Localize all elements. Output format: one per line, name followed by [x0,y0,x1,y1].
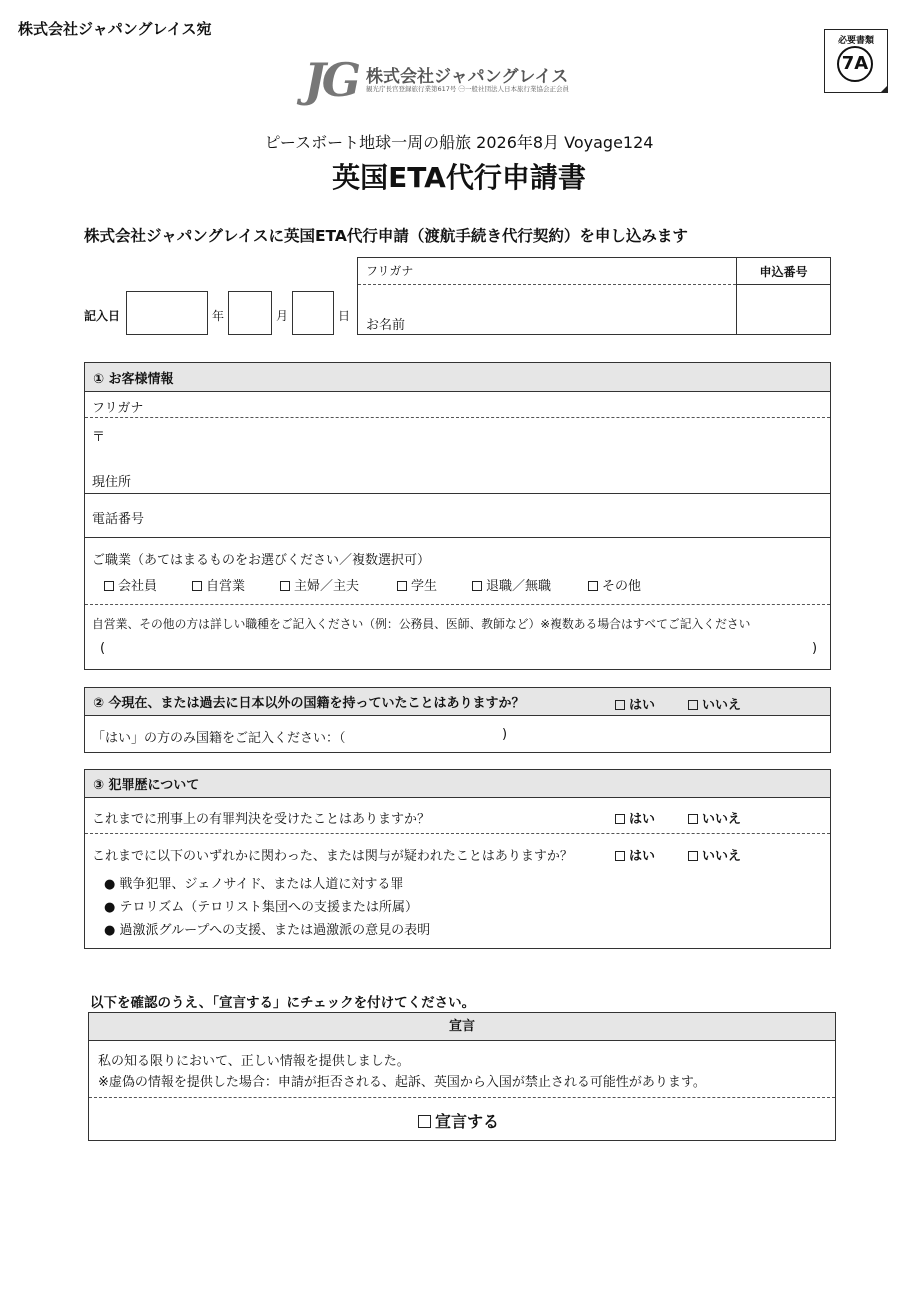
address-label: 現住所 [92,475,132,490]
declaration-line1: 私の知る限りにおいて、正しい情報を提供しました。 [98,1054,410,1069]
badge-corner-icon [880,85,888,93]
occupation-option-company-employee[interactable]: 会社員 [104,575,157,594]
declaration-header: 宣言 [89,1013,835,1041]
section3-header: ③ 犯罪歴について [85,770,830,798]
checkbox-icon[interactable] [418,1115,431,1128]
badge-label: 必要書類 [837,36,874,46]
checkbox-icon[interactable] [688,851,698,861]
occupation-detail-field[interactable] [112,638,802,660]
checkbox-icon[interactable] [192,581,202,591]
bullet-extremism: ● 過激派グループへの支援、または過激派の意見の表明 [104,923,431,938]
occupation-option-homemaker[interactable]: 主婦／主夫 [280,575,359,594]
occupation-detail-label: 自営業、その他の方は詳しい職種をご記入ください（例：公務員、医師、教師など）※複数ある場合はすべてご記入ください [92,617,751,631]
name-input-field[interactable] [358,285,736,334]
intro-statement: 株式会社ジャパングレイスに英国ETA代行申請（渡航手続き代行契約）を申し込みます [84,227,688,245]
logo-subline: 観光庁長官登録旅行業第617号 ㊀一般社団法人日本旅行業協会正会員 [366,85,569,93]
declare-checkbox-option[interactable]: 宣言する [418,1109,499,1132]
year-label: 年 [212,309,225,323]
company-logo [304,52,624,110]
checkbox-icon[interactable] [615,700,625,710]
occupation-option-other[interactable]: その他 [588,575,641,594]
checkbox-icon[interactable] [588,581,598,591]
month-label: 月 [276,309,289,323]
address-field[interactable] [150,420,820,490]
badge-code: 7A [837,46,873,82]
declaration-instruction: 以下を確認のうえ、「宣言する」にチェックを付けてください。 [90,995,476,1011]
document-badge [824,29,888,93]
occupation-option-retired[interactable]: 退職／無職 [472,575,551,594]
checkbox-icon[interactable] [688,700,698,710]
date-year-field[interactable] [126,291,208,335]
nationality-field[interactable] [355,722,495,746]
nationality-yes-option[interactable]: はい [615,694,655,713]
date-day-field[interactable] [292,291,334,335]
paren-close: ) [812,641,818,656]
checkbox-icon[interactable] [688,814,698,824]
name-furigana-label: フリガナ [366,264,414,278]
conviction-question: これまでに刑事上の有罪判決を受けたことはありますか？ [92,812,431,827]
paren-open: ( [100,641,106,656]
postal-code-label: 〒 [92,430,106,445]
nationality-no-option[interactable]: いいえ [688,694,741,713]
section2-header: ② 今現在、または過去に日本以外の国籍を持っていたことはありますか？ [85,688,830,716]
bullet-terrorism: ● テロリズム（テロリスト集団への支援または所属） [104,900,418,915]
nationality-paren-close: ) [502,727,508,742]
section1-header: ① お客様情報 [85,363,830,392]
occupation-option-self-employed[interactable]: 自営業 [192,575,245,594]
conviction-yes-option[interactable]: はい [615,808,655,827]
application-number-label: 申込番号 [759,265,808,279]
furigana-label: フリガナ [92,401,144,416]
checkbox-icon[interactable] [397,581,407,591]
checkbox-icon[interactable] [280,581,290,591]
day-label: 日 [338,309,351,323]
occupation-label: ご職業（あてはまるものをお選びください／複数選択可） [92,553,431,568]
date-label: 記入日 [84,309,121,323]
checkbox-icon[interactable] [472,581,482,591]
occupation-option-student[interactable]: 学生 [397,575,437,594]
addressee: 株式会社ジャパングレイス宛 [18,20,212,38]
application-number-field[interactable] [737,285,830,334]
document-subtitle: ピースボート地球一周の船旅 2026年8月 Voyage124 [264,133,654,152]
declaration-line2: ※虚偽の情報を提供した場合：申請が拒否される、起訴、英国から入国が禁止される可能性があります。 [98,1075,706,1090]
nationality-detail-label: 「はい」の方のみ国籍をご記入ください：（ [92,731,346,746]
phone-field[interactable] [170,496,820,534]
logo-mark: JG [304,53,358,107]
conviction-no-option[interactable]: いいえ [688,808,741,827]
phone-label: 電話番号 [92,512,145,527]
involvement-question: これまでに以下のいずれかに関わった、または関与が疑われたことはありますか？ [92,849,573,864]
bullet-war-crimes: ● 戦争犯罪、ジェノサイド、または人道に対する罪 [104,877,404,892]
involvement-yes-option[interactable]: はい [615,845,655,864]
checkbox-icon[interactable] [104,581,114,591]
logo-company-name: 株式会社ジャパングレイス [366,67,569,87]
checkbox-icon[interactable] [615,814,625,824]
name-label: お名前 [366,318,406,333]
document-title: 英国ETA代行申請書 [332,161,586,194]
date-month-field[interactable] [228,291,272,335]
involvement-no-option[interactable]: いいえ [688,845,741,864]
checkbox-icon[interactable] [615,851,625,861]
